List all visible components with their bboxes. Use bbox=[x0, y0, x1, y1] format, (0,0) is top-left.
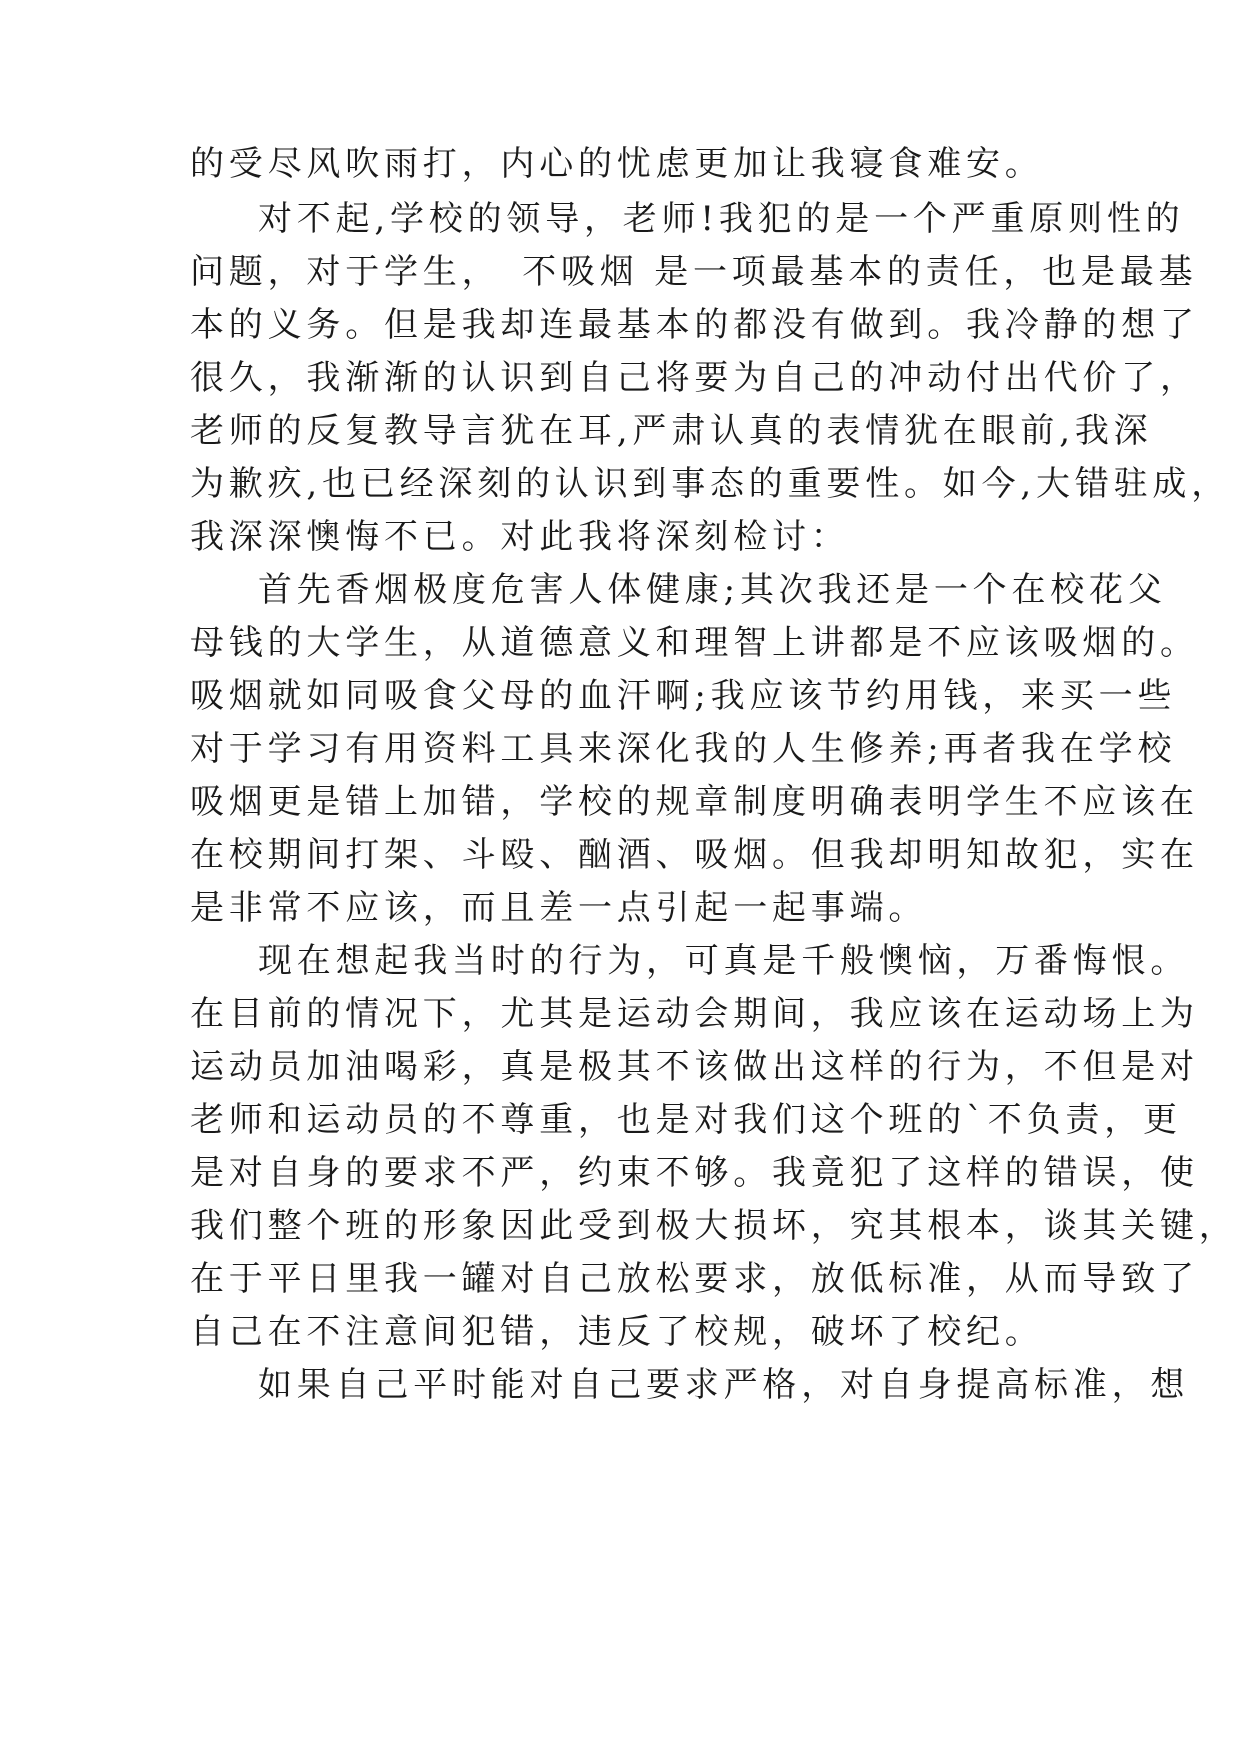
text-line: 吸烟就如同吸食父母的血汗啊;我应该节约用钱，来买一些 bbox=[190, 676, 1177, 716]
paragraph-start-line: 如果自己平时能对自己要求严格，对自身提高标准，想 bbox=[258, 1365, 1190, 1405]
paragraph-start-line: 首先香烟极度危害人体健康;其次我还是一个在校花父 bbox=[258, 570, 1167, 610]
text-line: 问题，对于学生， 不吸烟 是一项最基本的责任，也是最基 bbox=[190, 252, 1198, 292]
text-line: 老师和运动员的不尊重，也是对我们这个班的`不负责，更 bbox=[190, 1100, 1182, 1140]
text-line: 的受尽风吹雨打，内心的忧虑更加让我寝食难安。 bbox=[190, 144, 1044, 184]
text-line: 是非常不应该，而且差一点引起一起事端。 bbox=[190, 888, 928, 928]
text-line: 老师的反复教导言犹在耳,严肃认真的表情犹在眼前,我深 bbox=[190, 411, 1153, 451]
text-line: 我深深懊悔不已。对此我将深刻检讨： bbox=[190, 517, 850, 557]
text-line: 在于平日里我一罐对自己放松要求，放低标准，从而导致了 bbox=[190, 1259, 1199, 1299]
text-line: 我们整个班的形象因此受到极大损坏，究其根本，谈其关键， bbox=[190, 1206, 1238, 1246]
text-line: 运动员加油喝彩，真是极其不该做出这样的行为，不但是对 bbox=[190, 1047, 1199, 1087]
text-line: 为歉疚,也已经深刻的认识到事态的重要性。如今,大错驻成， bbox=[190, 464, 1231, 504]
text-line: 本的义务。但是我却连最基本的都没有做到。我冷静的想了 bbox=[190, 305, 1199, 345]
paragraph-start-line: 对不起,学校的领导，老师!我犯的是一个严重原则性的 bbox=[258, 199, 1185, 239]
text-line: 母钱的大学生，从道德意义和理智上讲都是不应该吸烟的。 bbox=[190, 623, 1199, 663]
text-line: 很久，我渐渐的认识到自己将要为自己的冲动付出代价了， bbox=[190, 358, 1199, 398]
text-line: 在校期间打架、斗殴、酗酒、吸烟。但我却明知故犯，实在 bbox=[190, 835, 1199, 875]
text-line: 是对自身的要求不严，约束不够。我竟犯了这样的错误，使 bbox=[190, 1153, 1199, 1193]
text-line: 在目前的情况下，尤其是运动会期间，我应该在运动场上为 bbox=[190, 994, 1199, 1034]
text-line: 吸烟更是错上加错，学校的规章制度明确表明学生不应该在 bbox=[190, 782, 1199, 822]
text-line: 对于学习有用资料工具来深化我的人生修养;再者我在学校 bbox=[190, 729, 1177, 769]
text-line: 自己在不注意间犯错，违反了校规，破坏了校纪。 bbox=[190, 1312, 1044, 1352]
paragraph-start-line: 现在想起我当时的行为，可真是千般懊恼，万番悔恨。 bbox=[258, 941, 1190, 981]
